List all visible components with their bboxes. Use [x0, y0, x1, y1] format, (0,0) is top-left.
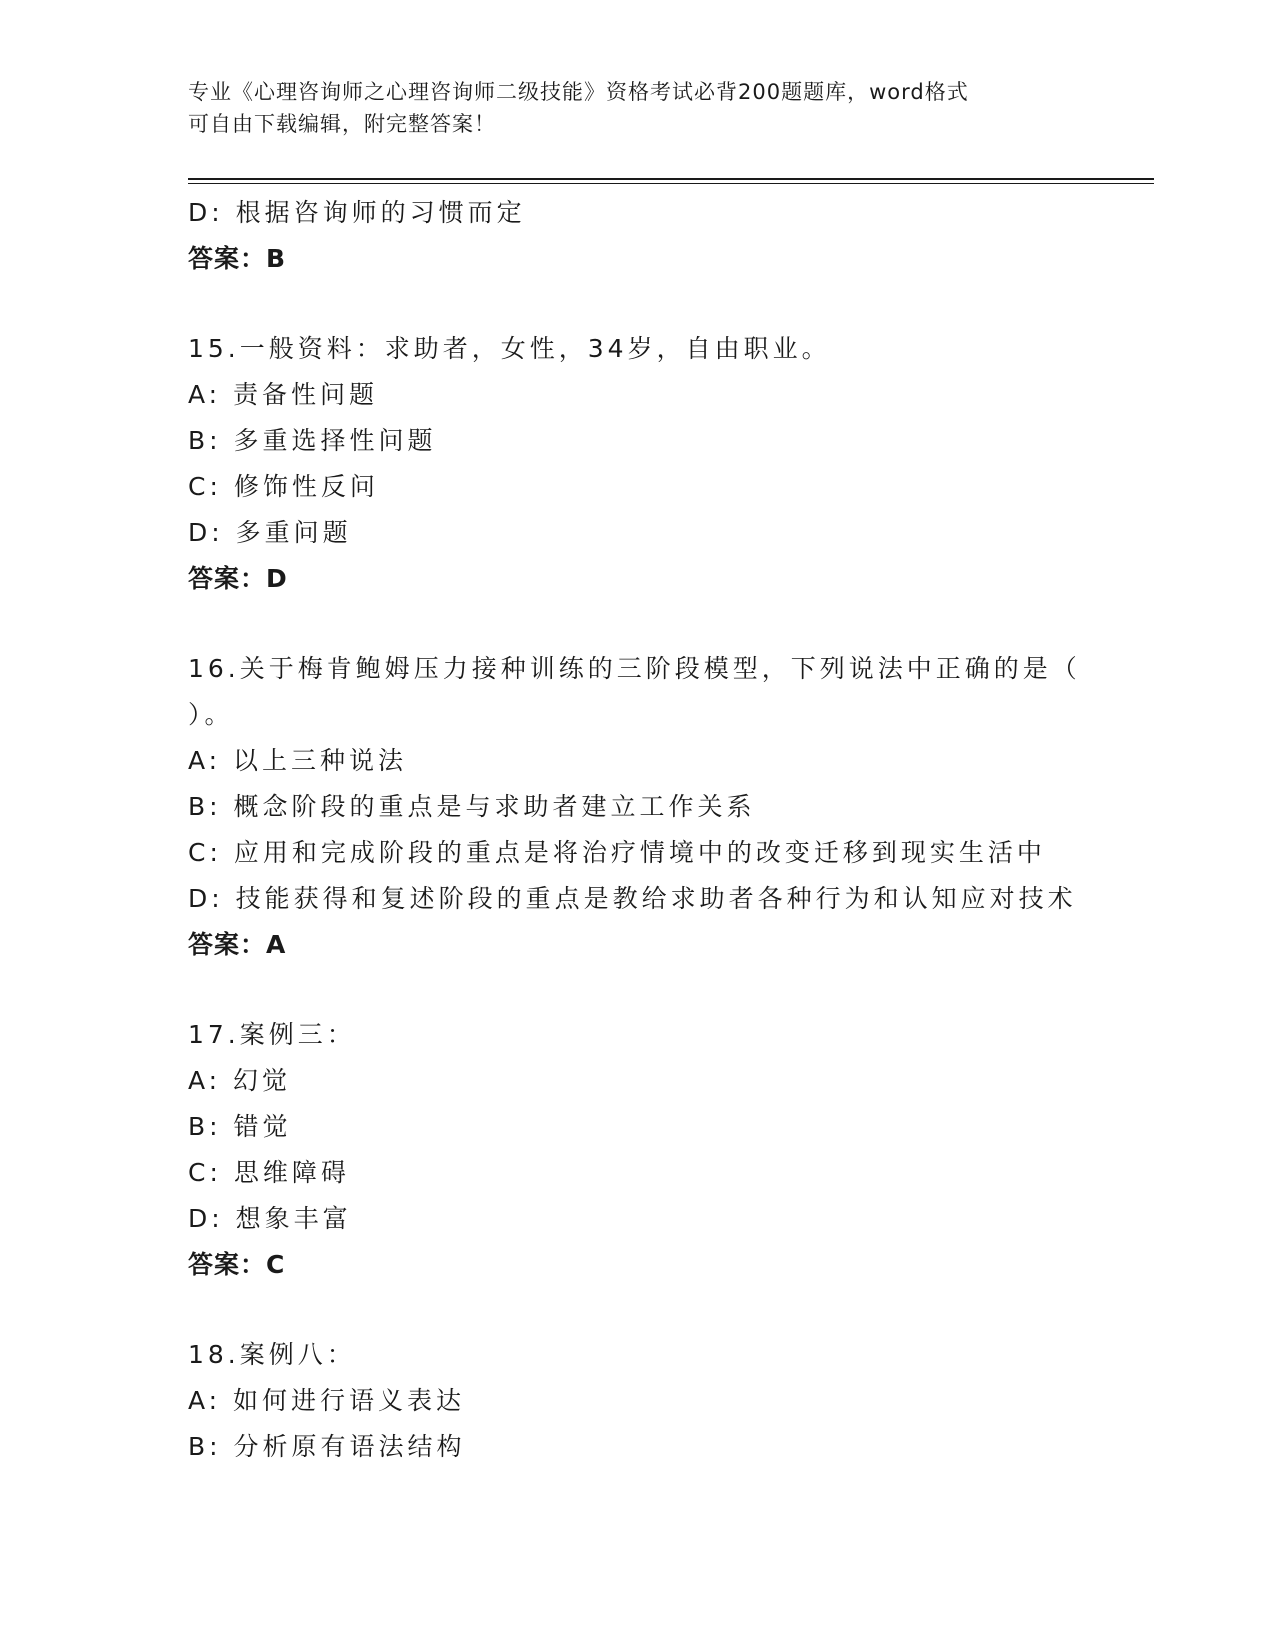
- question-text: 16.关于梅肯鲍姆压力接种训练的三阶段模型，下列说法中正确的是（: [188, 654, 1081, 683]
- option-d: D: 根据咨询师的习惯而定: [188, 198, 526, 227]
- header-line-1: 专业《心理咨询师之心理咨询师二级技能》资格考试必背200题题库，word格式: [188, 80, 969, 104]
- answer-line: 答案：C: [188, 1250, 286, 1279]
- option-d: D: 多重问题: [188, 518, 352, 547]
- option-a: A: 责备性问题: [188, 380, 379, 409]
- answer-line: 答案：A: [188, 930, 287, 959]
- option-b: B: 错觉: [188, 1112, 292, 1141]
- question-text: 18.案例八：: [188, 1340, 356, 1369]
- answer-line: 答案：B: [188, 244, 287, 273]
- option-a: A: 以上三种说法: [188, 746, 408, 775]
- header-divider-thin: [188, 183, 1154, 184]
- question-block-15: [188, 326, 1088, 602]
- question-block-17: [188, 1012, 1088, 1288]
- header-divider-thick: [188, 178, 1154, 180]
- question-block-14: [188, 190, 1088, 282]
- option-b: B: 分析原有语法结构: [188, 1432, 466, 1461]
- option-d: D: 想象丰富: [188, 1204, 352, 1233]
- header-line-2: 可自由下载编辑，附完整答案！: [188, 112, 496, 136]
- option-b: B: 概念阶段的重点是与求助者建立工作关系: [188, 792, 756, 821]
- option-d: D: 技能获得和复述阶段的重点是教给求助者各种行为和认知应对技术: [188, 884, 1077, 913]
- option-c: C: 修饰性反问: [188, 472, 379, 501]
- question-list: [188, 190, 1088, 1470]
- question-text: 15.一般资料：求助者，女性，34岁，自由职业。: [188, 334, 831, 363]
- option-b: B: 多重选择性问题: [188, 426, 437, 455]
- question-text-continued: ）。: [188, 700, 234, 729]
- question-block-18: [188, 1332, 1088, 1470]
- document-header: [188, 76, 1088, 140]
- answer-line: 答案：D: [188, 564, 288, 593]
- option-c: C: 应用和完成阶段的重点是将治疗情境中的改变迁移到现实生活中: [188, 838, 1046, 867]
- question-block-16: [188, 646, 1088, 968]
- question-text: 17.案例三：: [188, 1020, 356, 1049]
- option-a: A: 幻觉: [188, 1066, 292, 1095]
- option-a: A: 如何进行语义表达: [188, 1386, 466, 1415]
- option-c: C: 思维障碍: [188, 1158, 350, 1187]
